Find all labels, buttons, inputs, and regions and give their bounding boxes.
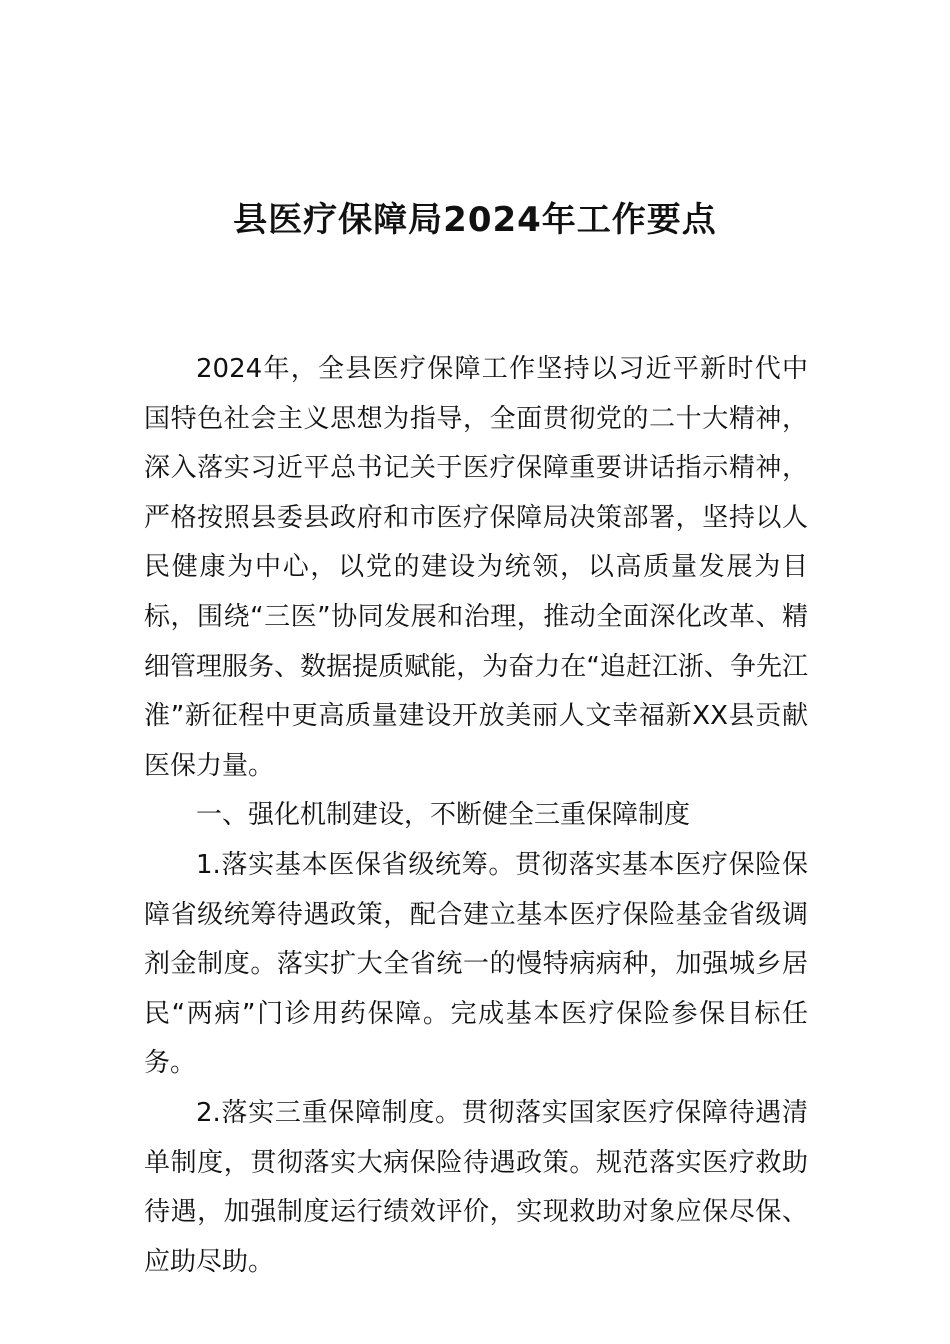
document-body: [144, 345, 808, 1287]
section-heading-1: 一、强化机制建设，不断健全三重保障制度: [196, 800, 691, 831]
item-paragraph-1: 1.落实基本医保省级统筹。贯彻落实基本医疗保险保障省级统筹待遇政策，配合建立基本医疗保险基金省级调剂金制度。落实扩大全省统一的慢特病病种，加强城乡居民“两病”门诊用药保障。完成基本医疗保险参保目标任务。: [144, 849, 808, 1079]
intro-paragraph: 2024年，全县医疗保障工作坚持以习近平新时代中国特色社会主义思想为指导，全面贯彻党的二十大精神，深入落实习近平总书记关于医疗保障重要讲话指示精神，严格按照县委县政府和市医疗保障局决策部署，坚持以人民健康为中心，以党的建设为统领，以高质量发展为目标，围绕“三医”协同发展和治理，推动全面深化改革、精细管理服务、数据提质赋能，为奋力在“追赶江浙、争先江淮”新征程中更高质量建设开放美丽人文幸福新XX县贡献医保力量。: [144, 354, 808, 781]
document-title: 县医疗保障局2024年工作要点: [233, 200, 717, 240]
item-paragraph-2: 2.落实三重保障制度。贯彻落实国家医疗保障待遇清单制度，贯彻落实大病保险待遇政策。规范落实医疗救助待遇，加强制度运行绩效评价，实现救助对象应保尽保、应助尽助。: [144, 1097, 808, 1277]
